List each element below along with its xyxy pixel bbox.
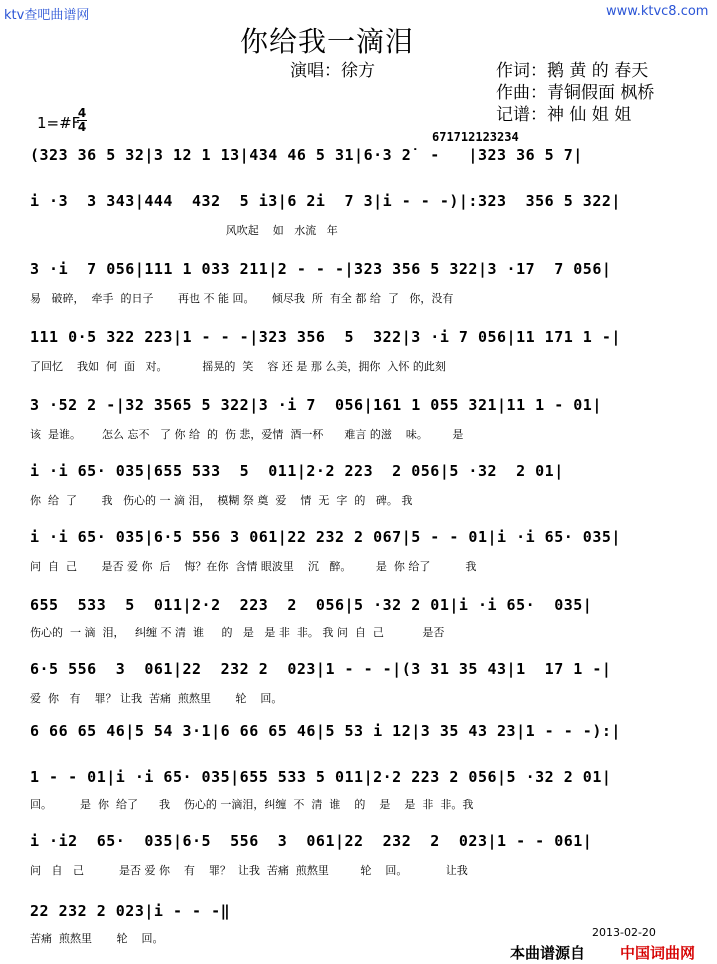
score-date: 2013-02-20 (592, 926, 656, 939)
time-signature: 4 4 (77, 106, 87, 134)
score-row-1: (323 36 5 32|3 12 1 13|434 46 5 31|6·3 2̇ - |323 36 5 7| (30, 146, 583, 164)
singer-credit: 演唱：徐方 (290, 61, 375, 81)
site-watermark-right: www.ktvc8.com (606, 4, 709, 19)
lyric-row-9: 爱 你 有 罪？ 让我 苦痛 煎熬里 轮 回。 (30, 692, 283, 705)
source-name: 中国词曲网 (620, 944, 696, 962)
lyric-row-7: 问 自 己 是否 爱 你 后 悔？在你 含情 眼波里 沉 醉。 是 你 给了 我 (30, 560, 477, 573)
score-row-2: i ·3 3 343|444 432 5 i3|6 2i 7 3|i - - -)|:323 356 5 322| (30, 192, 621, 210)
score-row-6: i ·i 65· 035|655 533 5 011|2·2 223 2 056|5 ·32 2 01| (30, 462, 564, 480)
key-signature: 1=#F (37, 114, 81, 132)
score-row-3: 3 ·i 7 056|111 1 033 211|2 - - -|323 356 5 322|3 ·17 7 056| (30, 260, 612, 278)
score-row-11: 1 - - 01|i ·i 65· 035|655 533 5 011|2·2 223 2 056|5 ·32 2 01| (30, 768, 612, 786)
ornament-notes: 671712123234 (432, 130, 519, 144)
song-title: 你给我一滴泪 (240, 25, 415, 58)
score-row-8: 655 533 5 011|2·2 223 2 056|5 ·32 2 01|i ·i 65· 035| (30, 596, 593, 614)
score-row-9: 6·5 556 3 061|22 232 2 023|1 - - -|(3 31 35 43|1 17 1 -| (30, 660, 612, 678)
lyric-row-11: 回。 是 你 给了 我 伤心的 一滴泪，纠缠 不 清 谁 的 是 是 非 非。我 (30, 798, 474, 811)
score-row-12: i ·i2 65· 035|6·5 556 3 061|22 232 2 023|1 - - 061| (30, 832, 593, 850)
lyric-row-2: 风吹起 如 水流 年 (30, 224, 338, 237)
transcriber-credit: 记谱：神 仙 姐 姐 (496, 105, 632, 125)
score-row-4: 111 0·5 322 223|1 - - -|323 356 5 322|3 ·i 7 056|11 171 1 -| (30, 328, 621, 346)
composer-credit: 作曲：青铜假面 枫桥 (496, 83, 655, 103)
lyric-row-8: 伤心的 一 滴 泪， 纠缠 不 清 谁 的 是 是 非 非。 我 问 自 己 是否 (30, 626, 445, 639)
score-row-7: i ·i 65· 035|6·5 556 3 061|22 232 2 067|5 - - 01|i ·i 65· 035| (30, 528, 621, 546)
lyricist-credit: 作词：鹅 黄 的 春天 (496, 61, 649, 81)
lyric-row-6: 你 给 了 我 伤心的 一 滴 泪， 模糊 祭 奠 爱 情 无 字 的 碑。 我 (30, 494, 413, 507)
lyric-row-3: 易 破碎， 牵手 的日子 再也 不 能 回。 倾尽我 所 有全 都 给 了 你，没有 (30, 292, 454, 305)
lyric-row-4: 了回忆 我如 何 面 对。 摇晃的 笑 容 还 是 那 么美，拥你 入怀 的此刻 (30, 360, 446, 373)
score-row-10: 6 66 65 46|5 54 3·1|6 66 65 46|5 53 i 12|3 35 43 23|1 - - -):| (30, 722, 621, 740)
lyric-row-13: 苦痛 煎熬里 轮 回。 (30, 932, 164, 945)
source-label: 本曲谱源自 (510, 944, 586, 962)
lyric-row-12: 问 自 己 是否 爱 你 有 罪？ 让我 苦痛 煎熬里 轮 回。 让我 (30, 864, 468, 877)
site-watermark-left: ktv查吧曲谱网 (4, 8, 90, 23)
lyric-row-5: 该 是谁。 怎么 忘不 了 你 给 的 伤 悲，爱情 酒一杯 难言 的滋 味。 是 (30, 428, 464, 441)
score-row-5: 3 ·52 2 -|32 3565 5 322|3 ·i 7 056|161 1 055 321|11 1 - 01| (30, 396, 602, 414)
score-row-13: 22 232 2 023|i - - -‖ (30, 902, 231, 920)
